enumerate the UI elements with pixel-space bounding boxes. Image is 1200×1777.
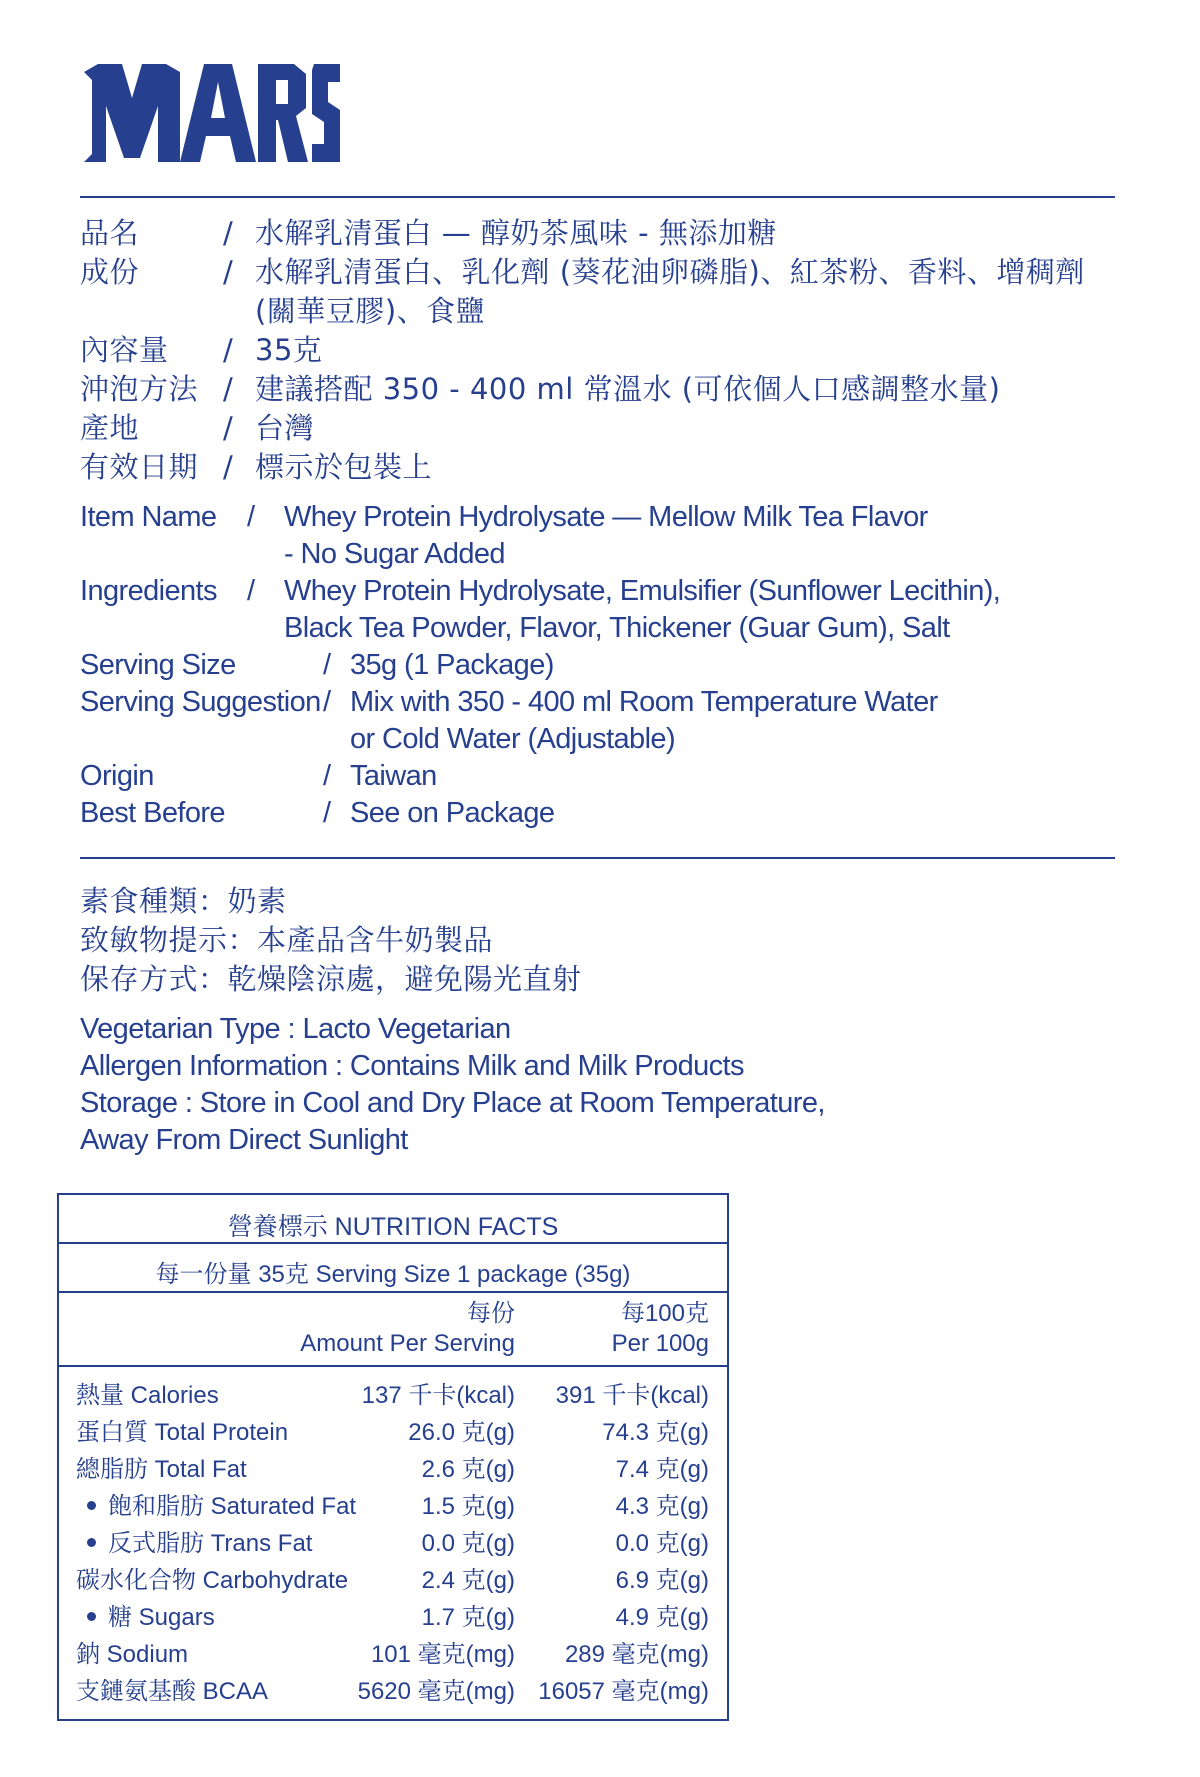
per-serving-value: 0.0 克(g) xyxy=(421,1530,515,1557)
zh-vegetarian-note: 素食種類：奶素 xyxy=(80,884,287,918)
en-ingredients-value: Whey Protein Hydrolysate, Emulsifier (Sunflower Lecithin), xyxy=(284,575,1001,607)
en-origin-value: Taiwan xyxy=(350,760,437,792)
zh-value: 水解乳清蛋白 — 醇奶茶風味 - 無添加糖 xyxy=(255,216,777,250)
en-vegetarian-note: Vegetarian Type : Lacto Vegetarian xyxy=(80,1013,511,1045)
zh-value: 水解乳清蛋白、乳化劑 (葵花油卵磷脂)、紅茶粉、香料、增稠劑 xyxy=(255,255,1085,289)
per-100g-value: 6.9 克(g) xyxy=(615,1567,709,1594)
nutrient-name: 反式脂肪 Trans Fat xyxy=(108,1530,313,1557)
zh-value: 標示於包裝上 xyxy=(255,450,433,484)
nutrition-row-sugars xyxy=(59,1599,727,1636)
per-100g-value: 74.3 克(g) xyxy=(602,1419,709,1446)
en-item-name-label: Item Name xyxy=(80,501,217,533)
en-ingredients-value-cont: Black Tea Powder, Flavor, Thickener (Guar Gum), Salt xyxy=(284,612,950,644)
nutrient-name: 糖 Sugars xyxy=(108,1604,215,1631)
bullet-icon xyxy=(87,1612,96,1621)
nutrition-row-bcaa xyxy=(59,1673,727,1710)
nutrition-row-saturated-fat xyxy=(59,1488,727,1525)
en-item-name-value: Whey Protein Hydrolysate — Mellow Milk Tea Flavor xyxy=(284,501,928,533)
per-100g-value: 391 千卡(kcal) xyxy=(555,1382,709,1409)
zh-label: 產地 xyxy=(80,411,140,445)
en-best-before-label: Best Before xyxy=(80,797,225,829)
per-100g-value: 16057 毫克(mg) xyxy=(538,1678,709,1705)
serving-size-line: 每一份量 35克 Serving Size 1 package (35g) xyxy=(155,1261,631,1288)
separator: / xyxy=(223,255,234,289)
nutrition-title: 營養標示 NUTRITION FACTS xyxy=(227,1213,559,1241)
zh-value: 台灣 xyxy=(255,411,315,445)
middle-divider xyxy=(80,857,1115,859)
nutrition-row-calories xyxy=(59,1377,727,1414)
zh-value: 35克 xyxy=(255,333,323,367)
separator: / xyxy=(323,760,331,792)
per-100g-value: 4.9 克(g) xyxy=(615,1604,709,1631)
per-serving-value: 101 毫克(mg) xyxy=(370,1641,515,1668)
en-serving-suggestion-label: Serving Suggestion xyxy=(80,686,321,718)
zh-label: 成份 xyxy=(80,255,140,289)
en-storage-note-cont: Away From Direct Sunlight xyxy=(80,1124,408,1156)
per-serving-value: 137 千卡(kcal) xyxy=(361,1382,515,1409)
per-serving-value: 2.6 克(g) xyxy=(421,1456,515,1483)
separator: / xyxy=(247,575,255,607)
mars-logo-icon xyxy=(84,62,340,172)
zh-label: 內容量 xyxy=(80,333,169,367)
nutrient-name: 總脂肪 Total Fat xyxy=(76,1456,247,1483)
separator: / xyxy=(223,333,234,367)
nutrient-name: 熱量 Calories xyxy=(76,1382,219,1409)
per-serving-value: 1.7 克(g) xyxy=(421,1604,515,1631)
separator: / xyxy=(223,450,234,484)
zh-label: 品名 xyxy=(80,216,140,250)
per-100g-value: 7.4 克(g) xyxy=(615,1456,709,1483)
nutrient-name: 飽和脂肪 Saturated Fat xyxy=(108,1493,357,1520)
per-serving-value: 5620 毫克(mg) xyxy=(357,1678,515,1705)
nutrition-row-protein xyxy=(59,1414,727,1451)
zh-label: 有效日期 xyxy=(80,450,199,484)
bullet-icon xyxy=(87,1538,96,1547)
zh-label: 沖泡方法 xyxy=(80,372,199,406)
nutrition-row-sodium xyxy=(59,1636,727,1673)
zh-value: 建議搭配 350 - 400 ml 常溫水 (可依個人口感調整水量) xyxy=(255,372,1001,406)
nutrient-name: 蛋白質 Total Protein xyxy=(76,1419,289,1446)
en-origin-label: Origin xyxy=(80,760,154,792)
col-per-serving-zh: 每份 xyxy=(467,1300,515,1327)
separator: / xyxy=(247,501,255,533)
zh-value: (關華豆膠)、食鹽 xyxy=(255,294,486,328)
per-100g-value: 0.0 克(g) xyxy=(615,1530,709,1557)
brand-logo xyxy=(84,62,340,172)
separator: / xyxy=(323,686,331,718)
en-serving-suggestion-value: Mix with 350 - 400 ml Room Temperature Water xyxy=(350,686,938,718)
en-serving-size-label: Serving Size xyxy=(80,649,236,681)
table-divider xyxy=(59,1291,727,1293)
zh-allergen-note: 致敏物提示：本產品含牛奶製品 xyxy=(80,923,494,957)
top-divider xyxy=(80,196,1115,198)
separator: / xyxy=(223,411,234,445)
nutrient-name: 碳水化合物 Carbohydrate xyxy=(76,1567,349,1594)
en-serving-size-value: 35g (1 Package) xyxy=(350,649,554,681)
table-divider xyxy=(59,1242,727,1244)
nutrition-row-carbohydrate xyxy=(59,1562,727,1599)
col-per-serving-en: Amount Per Serving xyxy=(300,1330,515,1357)
table-divider xyxy=(59,1365,727,1367)
en-best-before-value: See on Package xyxy=(350,797,555,829)
en-item-name-value-cont: - No Sugar Added xyxy=(284,538,505,570)
per-serving-value: 1.5 克(g) xyxy=(421,1493,515,1520)
col-per-100g-en: Per 100g xyxy=(611,1330,709,1357)
en-allergen-note: Allergen Information : Contains Milk and Milk Products xyxy=(80,1050,744,1082)
col-per-100g-zh: 每100克 xyxy=(620,1300,709,1327)
nutrition-row-trans-fat xyxy=(59,1525,727,1562)
nutrient-name: 鈉 Sodium xyxy=(76,1641,189,1668)
separator: / xyxy=(323,649,331,681)
nutrition-row-total-fat xyxy=(59,1451,727,1488)
en-storage-note: Storage : Store in Cool and Dry Place at Room Temperature, xyxy=(80,1087,825,1119)
per-serving-value: 26.0 克(g) xyxy=(408,1419,515,1446)
en-serving-suggestion-value-cont: or Cold Water (Adjustable) xyxy=(350,723,676,755)
bullet-icon xyxy=(87,1501,96,1510)
separator: / xyxy=(323,797,331,829)
separator: / xyxy=(223,372,234,406)
per-100g-value: 289 毫克(mg) xyxy=(564,1641,709,1668)
separator: / xyxy=(223,216,234,250)
per-100g-value: 4.3 克(g) xyxy=(615,1493,709,1520)
zh-storage-note: 保存方式：乾燥陰涼處，避免陽光直射 xyxy=(80,962,582,996)
nutrition-facts-table xyxy=(57,1193,729,1721)
nutrient-name: 支鏈氨基酸 BCAA xyxy=(76,1678,269,1705)
en-ingredients-label: Ingredients xyxy=(80,575,217,607)
per-serving-value: 2.4 克(g) xyxy=(421,1567,515,1594)
